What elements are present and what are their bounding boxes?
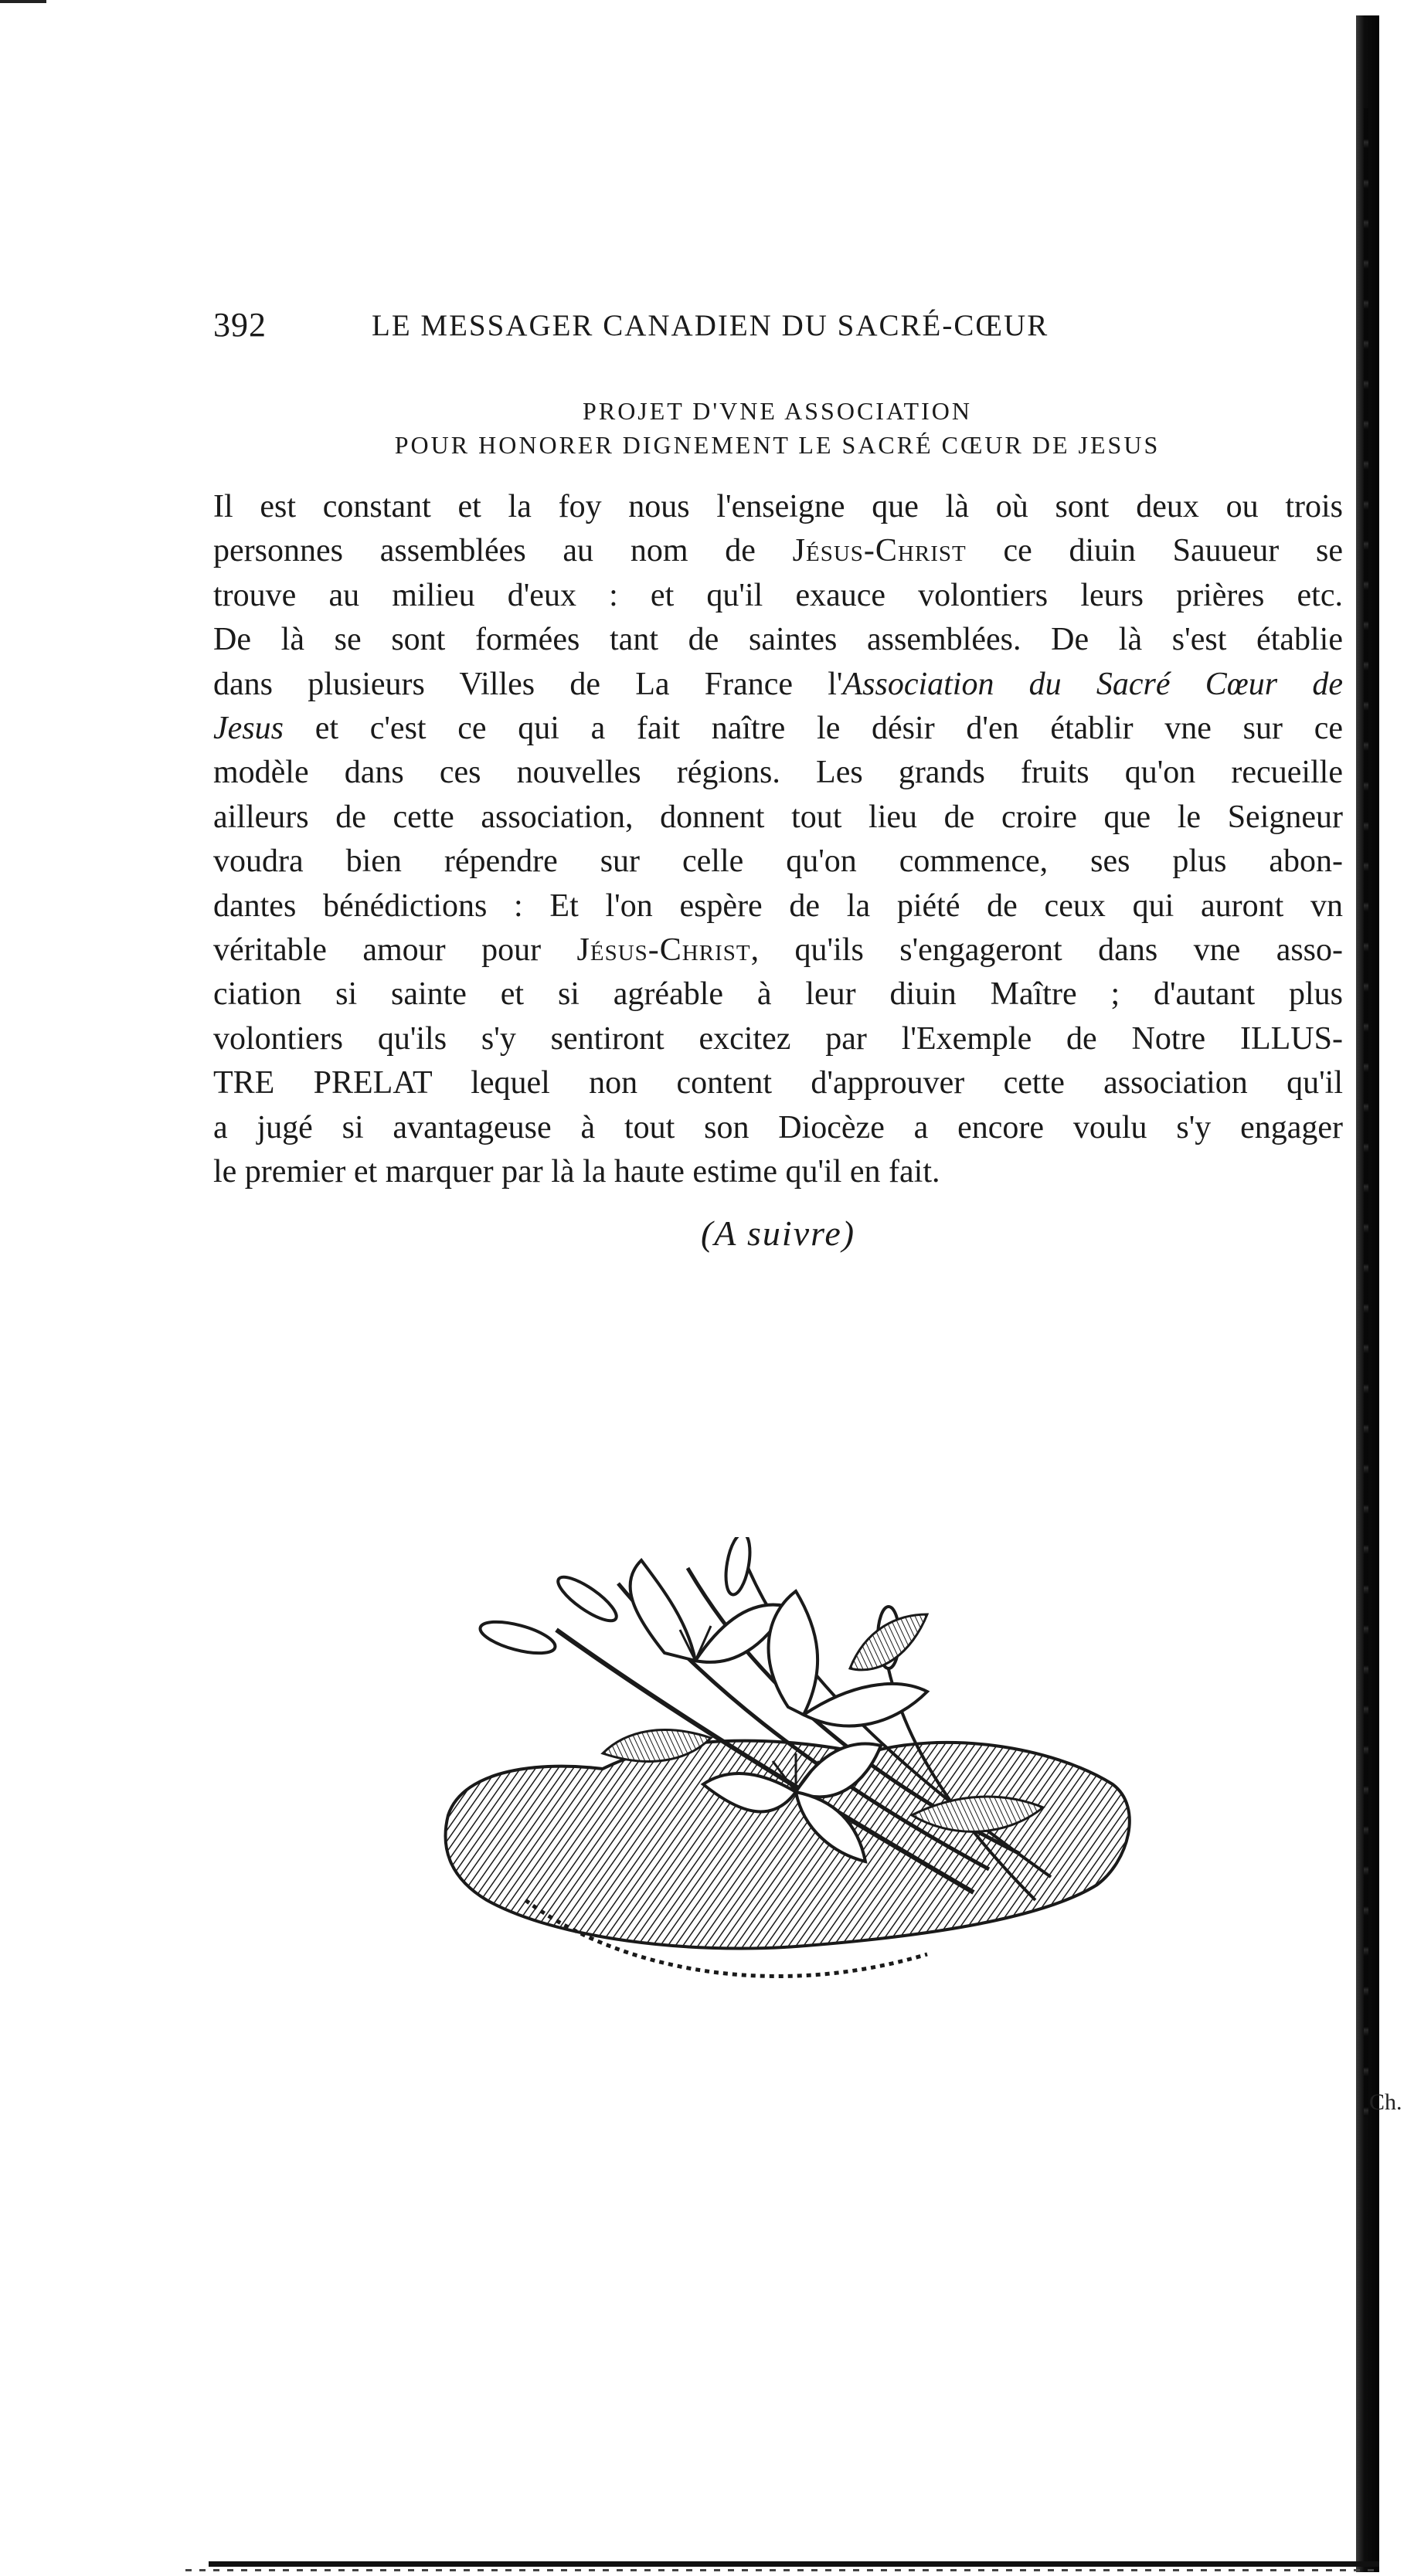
to-be-continued: (A suivre) (700, 1213, 856, 1253)
text-run: et c'est ce qui a fait naître le désir d'en établir vne sur ce (283, 711, 1343, 747)
text-run: véritable amour pour (213, 932, 577, 969)
text-line: trouve au milieu d'eux : et qu'il exauce volontiers leurs prières etc. (213, 577, 1343, 613)
flower-bouquet-engraving-icon (433, 1537, 1159, 2016)
scan-edge-bottom (209, 2561, 1379, 2567)
text-line: modèle dans ces nouvelles régions. Les grands fruits qu'on recueille (213, 755, 1343, 791)
name-jesus-christ: Jésus-Christ (576, 932, 751, 969)
scan-edge-bottom-dots (185, 2569, 1375, 2571)
scan-edge-top (0, 0, 46, 3)
text-line: dantes bénédictions : Et l'on espère de la piété de ceux qui auront vn (213, 888, 1343, 924)
text-line: ailleurs de cette association, donnent tout lieu de croire que le Seigneur (213, 799, 1343, 835)
text-line: Il est constant et la foy nous l'enseigne que là où sont deux ou trois (213, 489, 1343, 524)
text-run: dans plusieurs Villes de La France l' (213, 666, 843, 702)
margin-note: Ch. (1369, 2089, 1402, 2115)
association-title: Association du Sacré Cœur de (842, 666, 1343, 702)
text-line: volontiers qu'ils s'y sentiront excitez par l'Exemple de Notre ILLUS- (213, 1020, 1343, 1057)
section-title (213, 394, 1341, 462)
running-head (213, 305, 1210, 351)
text-line: TRE PRELAT lequel non content d'approuver cette association qu'il (213, 1065, 1343, 1101)
text-line (213, 707, 1343, 751)
scan-edge-right (1356, 15, 1379, 2572)
text-run: ce diuin Sauueur se (966, 533, 1343, 569)
journal-title: LE MESSAGER CANADIEN DU SACRÉ-CŒUR (372, 309, 1049, 342)
text-line: a jugé si avantageuse à tout son Diocèze a encore voulu s'y engager (213, 1109, 1343, 1145)
body-paragraph (213, 485, 1343, 1195)
section-title-line-2: POUR HONORER DIGNEMENT LE SACRÉ CŒUR DE JESUS (394, 431, 1161, 459)
text-line: De là se sont formées tant de saintes assemblées. De là s'est établie (213, 622, 1343, 658)
name-jesus-christ: Jésus-Christ (792, 533, 967, 569)
section-title-line-1: PROJET D'VNE ASSOCIATION (583, 397, 972, 425)
text-line: le premier et marquer par là la haute estime qu'il en fait. (213, 1154, 940, 1190)
text-line (213, 928, 1343, 972)
text-line (213, 663, 1343, 707)
text-run: personnes assemblées au nom de (213, 533, 793, 569)
text-run: , qu'ils s'engageront dans vne asso- (750, 932, 1344, 969)
association-title-end: Jesus (213, 711, 284, 747)
page-number: 392 (213, 306, 267, 344)
text-line: ciation si sainte et si agréable à leur diuin Maître ; d'autant plus (213, 976, 1343, 1013)
text-line (213, 529, 1343, 573)
text-line: voudra bien répendre sur celle qu'on commence, ses plus abon- (213, 843, 1343, 880)
